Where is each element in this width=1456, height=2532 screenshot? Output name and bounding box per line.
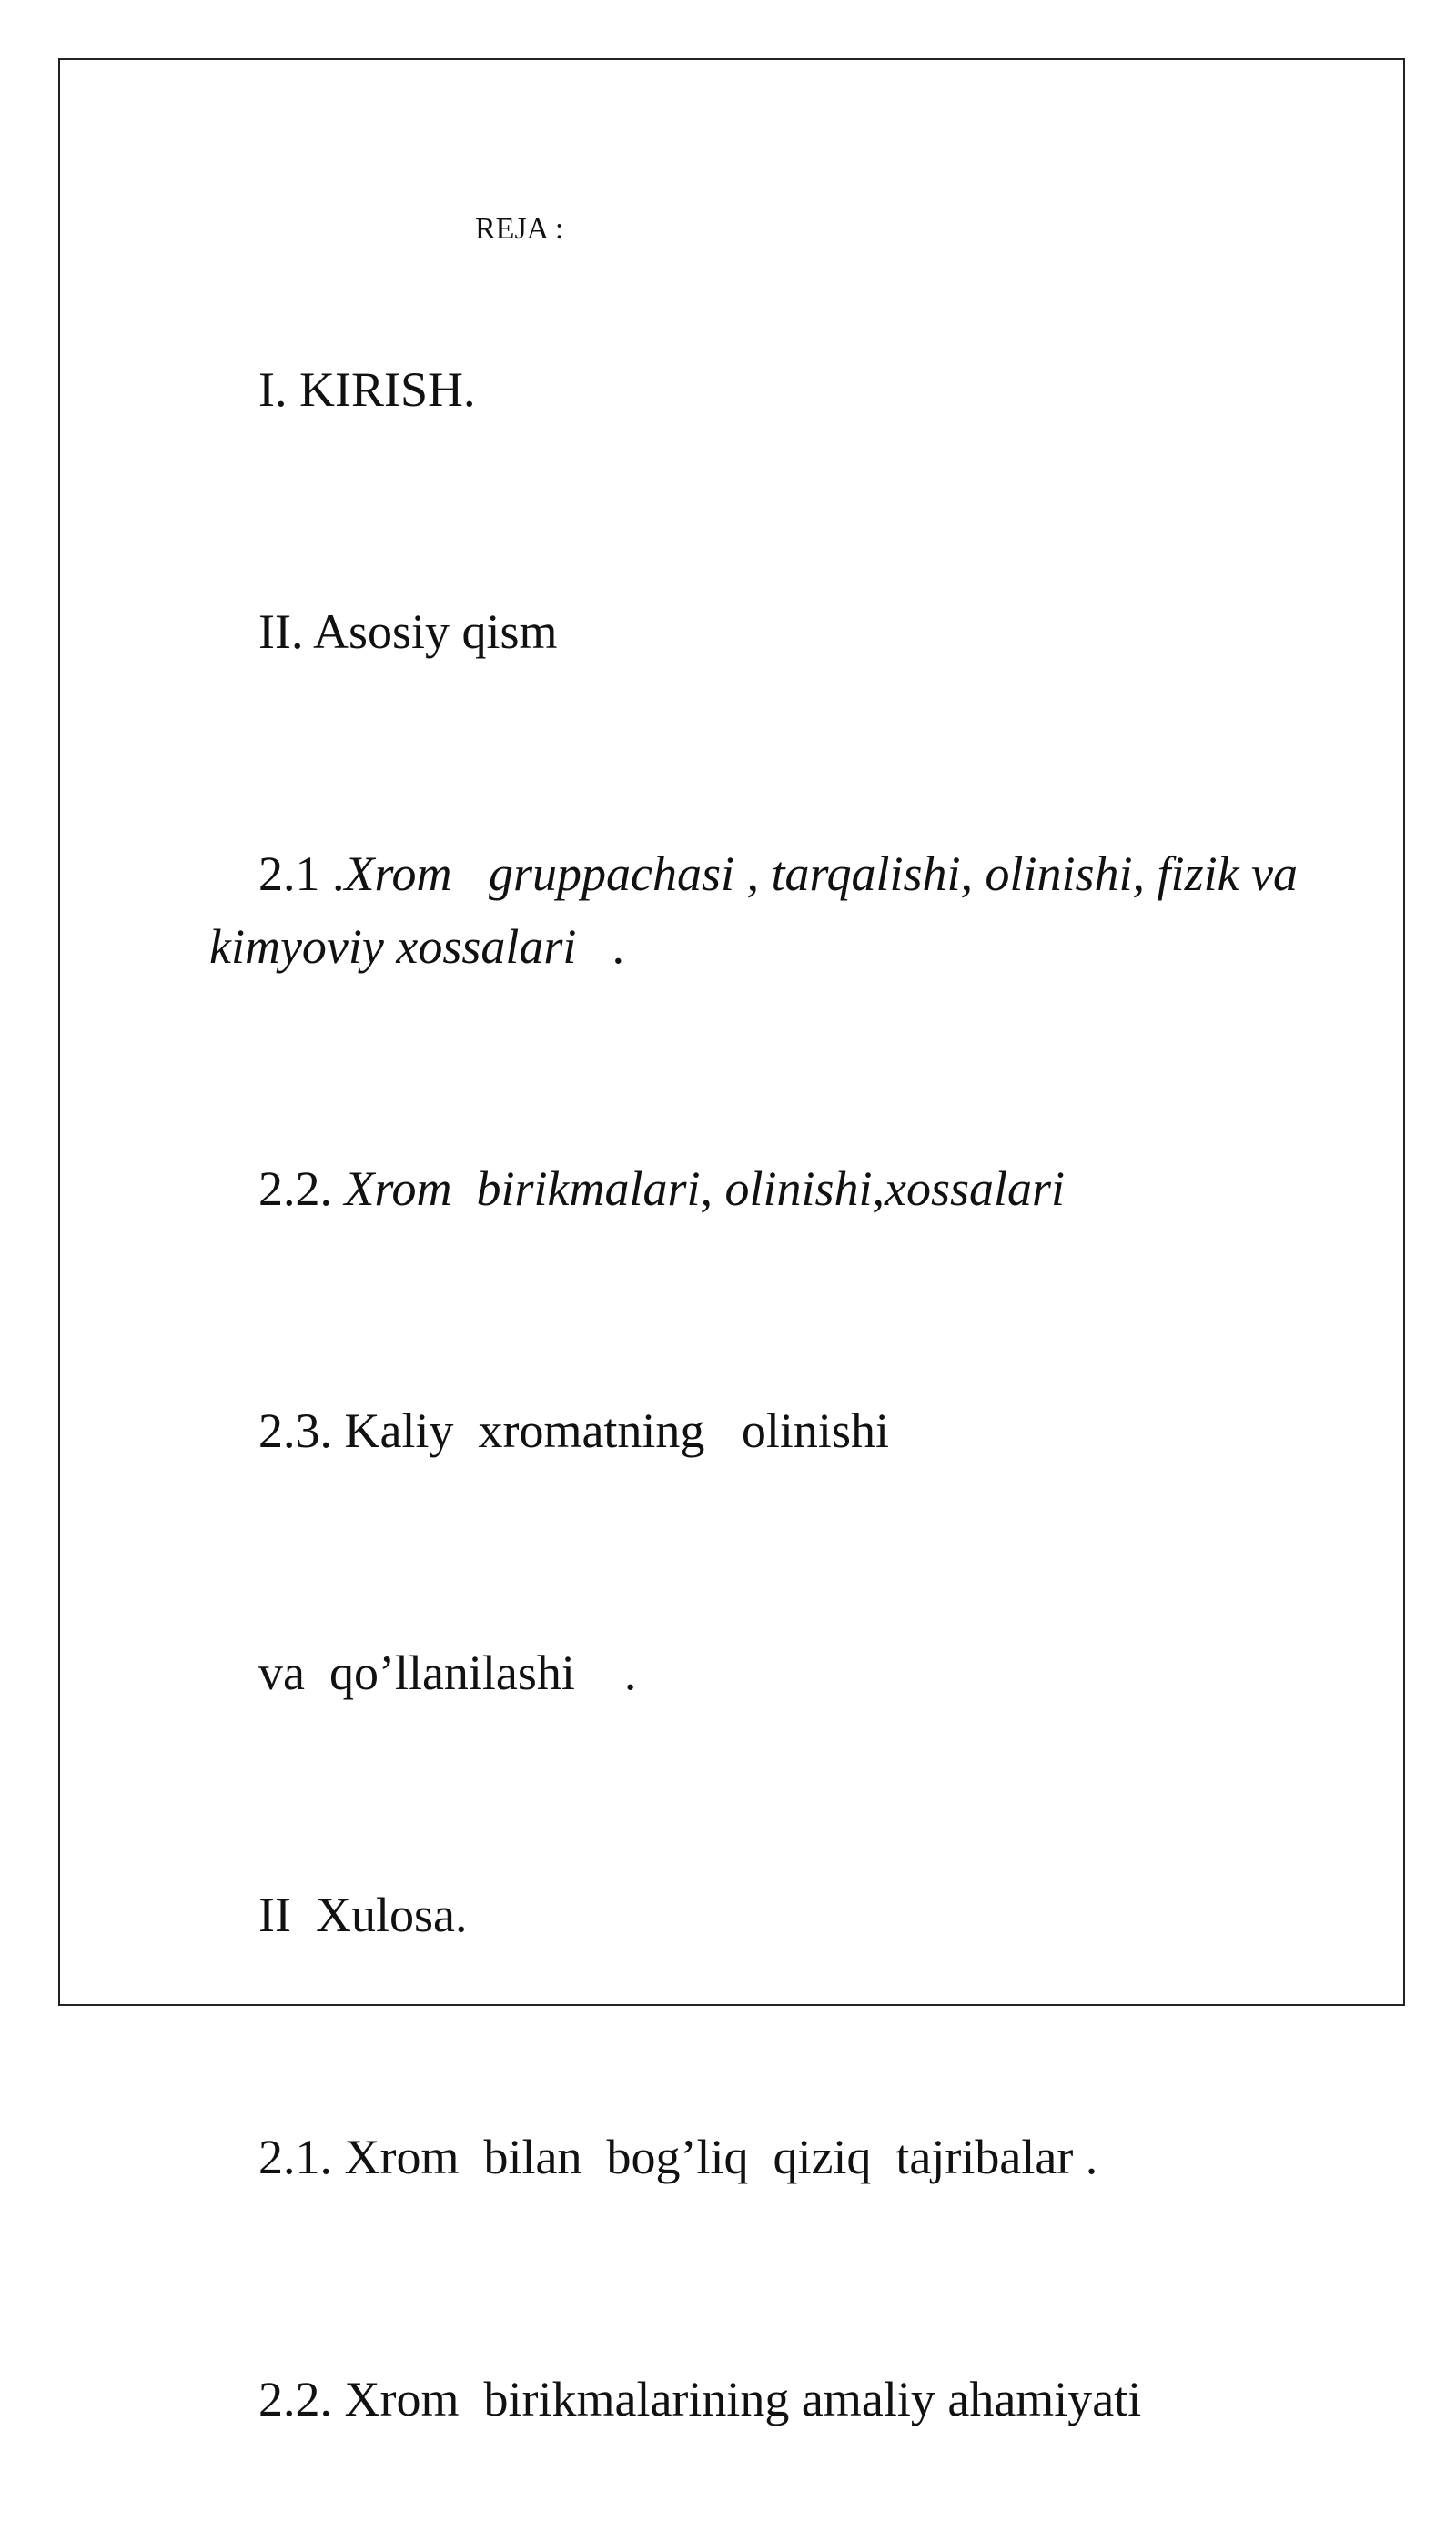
plan-item-asosiy-qism <box>209 522 1383 741</box>
plan-item-number: 2.2. <box>258 1161 345 1216</box>
plan-item-2-3-continued <box>209 1564 1383 1782</box>
plan-item-number: 2.1 . <box>258 846 345 901</box>
plan-item-xulosa-2-2 <box>209 2290 1383 2508</box>
plan-item-text: Xrom birikmalari, olinishi,xossalari <box>344 1161 1066 1216</box>
plan-heading: REJA : <box>475 212 564 246</box>
plan-item-text: II. Asosiy qism <box>258 604 558 659</box>
plan-item-kirish <box>209 280 1383 499</box>
plan-item-text: 2.2. Xrom birikmalarining amaliy ahamiyati <box>258 2372 1142 2426</box>
plan-item-2-1 <box>209 765 1383 1056</box>
plan-item-text: Xrom gruppachasi , tarqalishi, olinishi, fizik va kimyoviy xossalari . <box>209 846 1310 974</box>
plan-list <box>209 280 1383 2532</box>
plan-item-text: va qo’llanilashi . <box>258 1646 637 1700</box>
plan-item-text: I. KIRISH. <box>258 362 476 417</box>
plan-item-text: 2.1. Xrom bilan bog’liq qiziq tajribalar . <box>258 2130 1098 2184</box>
plan-item-text: 2.3. Kaliy xromatning olinishi <box>258 1403 889 1458</box>
plan-item-xulosa-2-1 <box>209 2048 1383 2266</box>
plan-item-2-2 <box>209 1079 1383 1298</box>
plan-item-2-3 <box>209 1322 1383 1540</box>
plan-item-xulosa <box>209 1806 1383 2024</box>
plan-item-text: II Xulosa. <box>258 1888 468 1942</box>
